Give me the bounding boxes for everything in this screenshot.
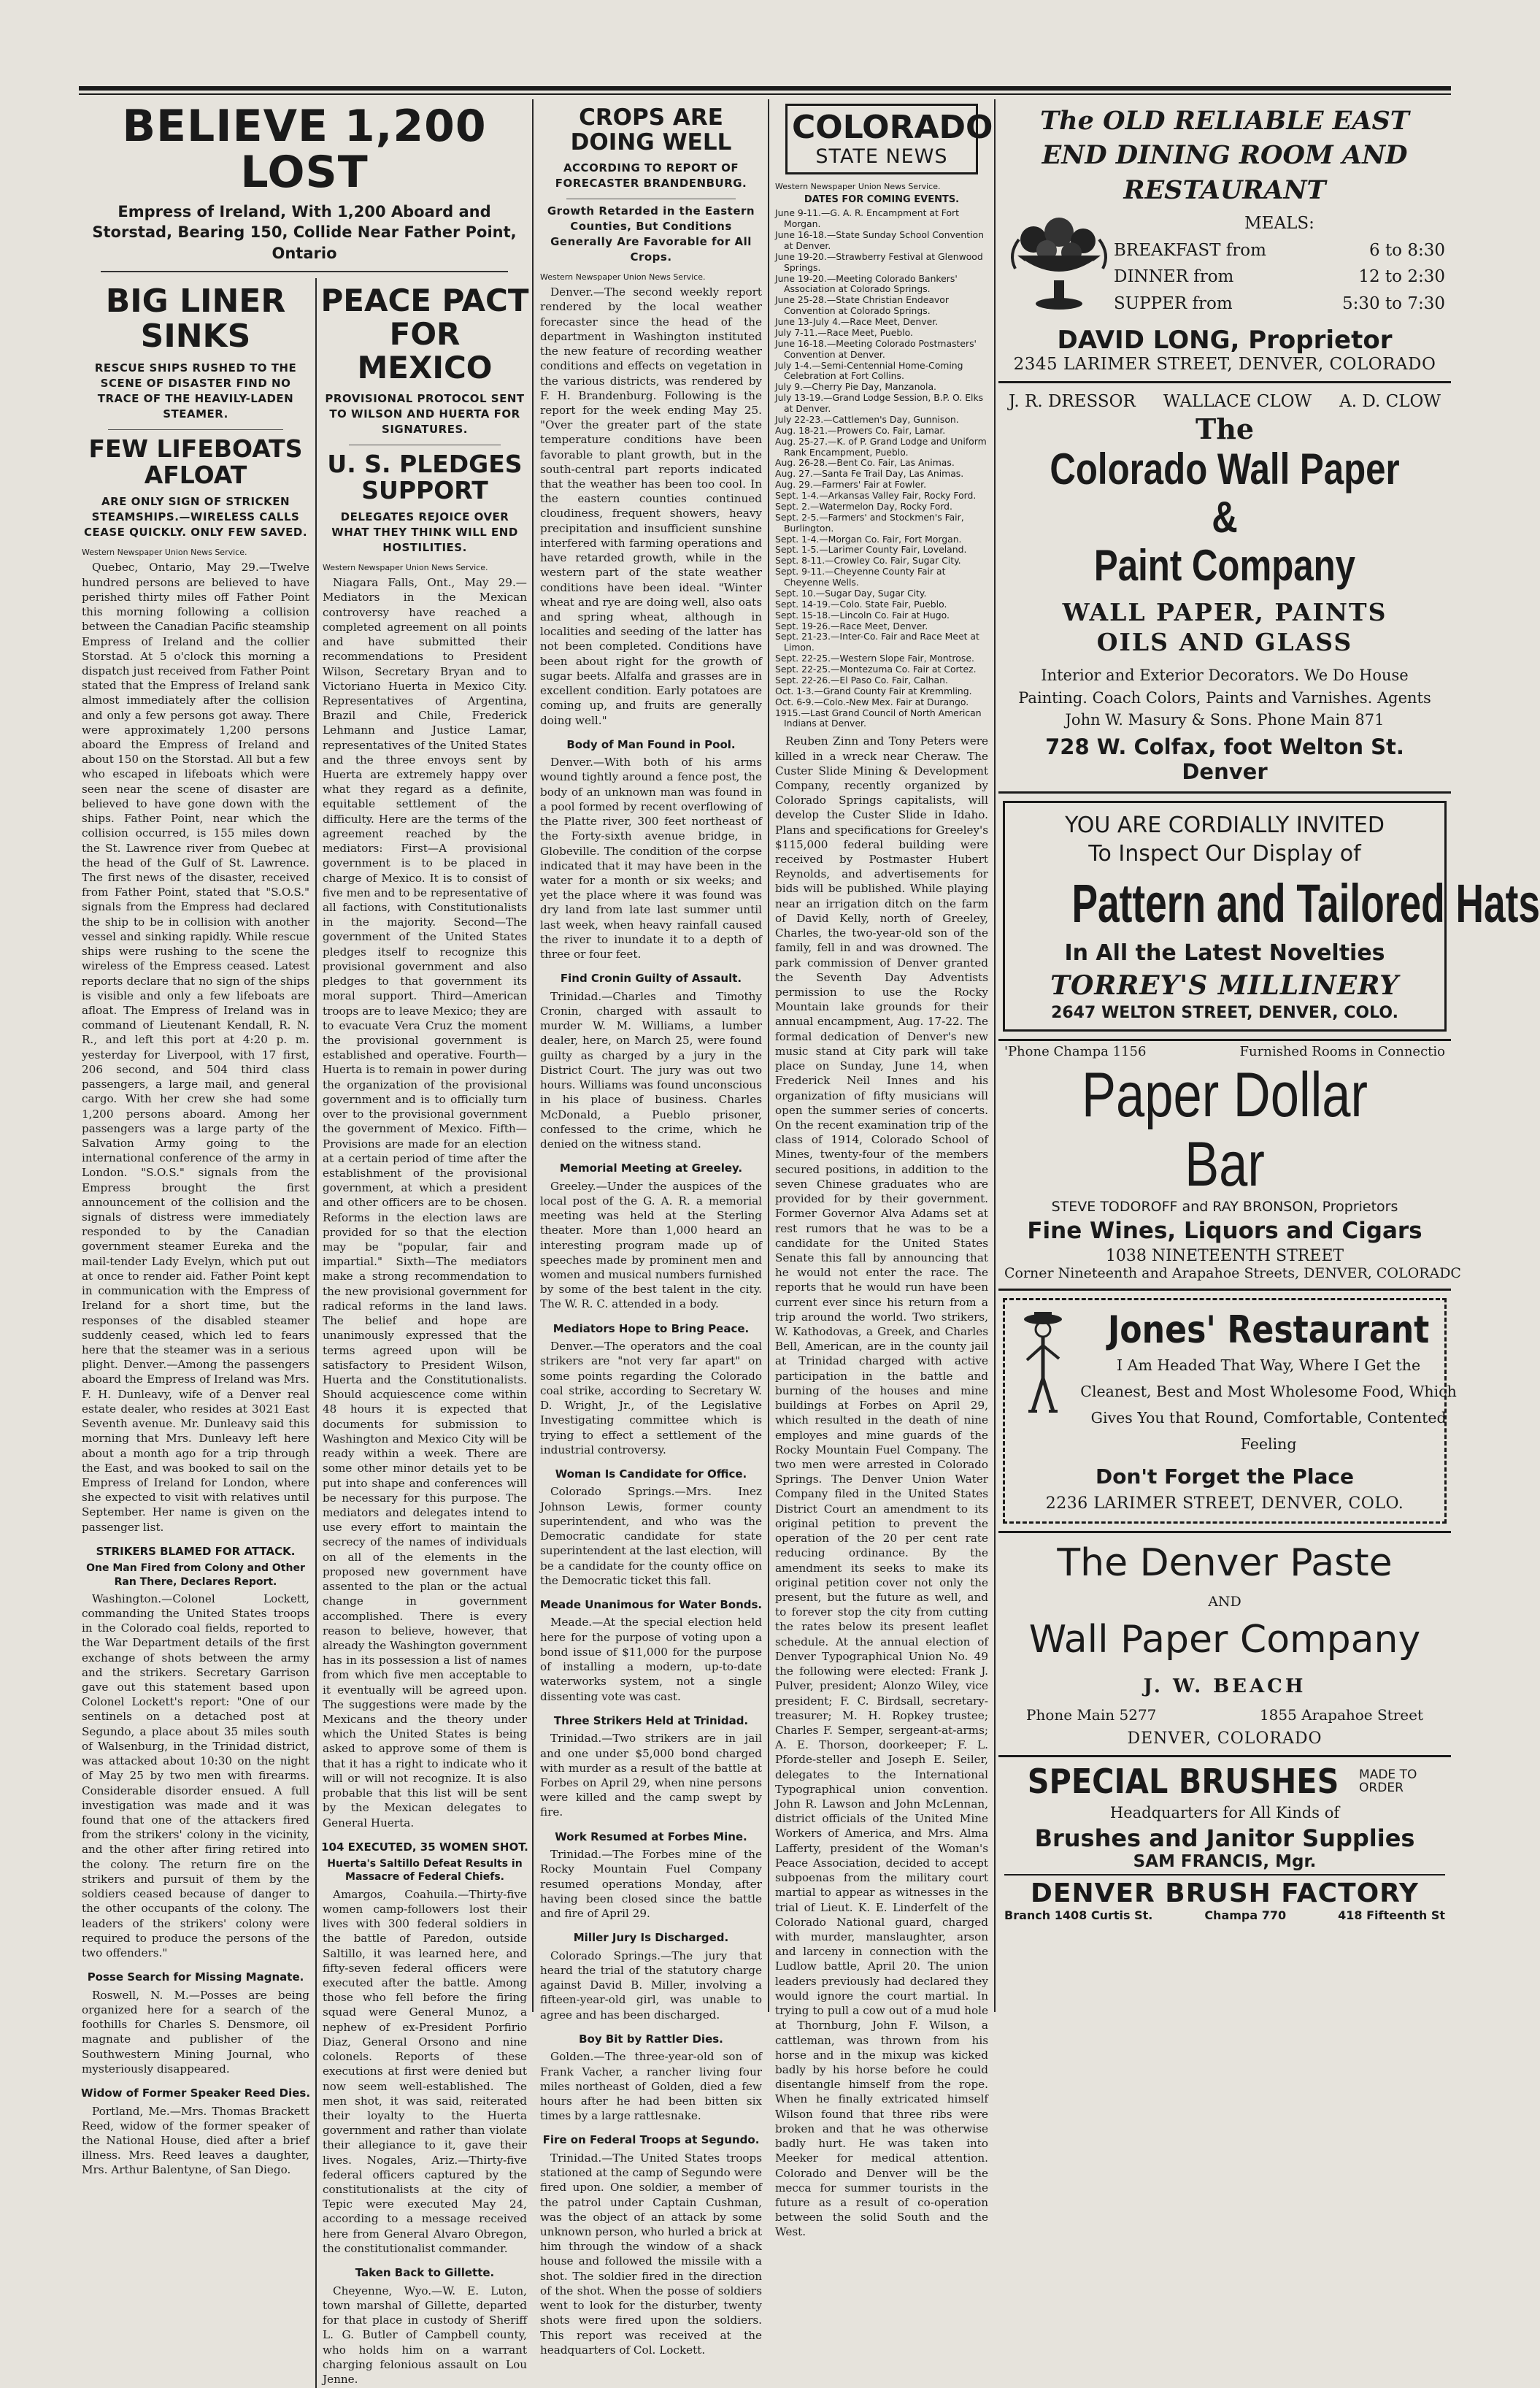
ad-wallpaper-address: 728 W. Colfax, foot Welton St. Denver xyxy=(1045,734,1404,784)
column-rule xyxy=(768,99,769,2012)
event-date-item: Sept. 9-11.—Cheyenne County Fair at Cheyenne Wells. xyxy=(775,566,946,588)
event-date-item: Sept. 1-4.—Arkansas Valley Fair, Rocky Ford. xyxy=(775,490,977,502)
article-widow xyxy=(82,2104,309,2178)
column-rule xyxy=(994,99,996,2012)
article-mediators xyxy=(540,1339,762,1457)
event-date-item: July 22-23.—Cattlemen's Day, Gunnison. xyxy=(775,413,959,425)
event-date-item: Aug. 26-28.—Bent Co. Fair, Las Animas. xyxy=(775,457,955,469)
article-cronin xyxy=(540,989,762,1151)
dates-heading: DATES FOR COMING EVENTS. xyxy=(804,194,960,206)
meals-label: MEALS: xyxy=(1244,213,1314,233)
article-executed-text: Amargos, Coahuila.—Thirty-five women camp-followers lost their lives with 300 federal soldiers in the battle of Paredon, outside Saltillo, it was learned here, and fifty-seven federal officers were executed after the battle. Among those who fell before the firing squad were General Munoz, a nephew of ex-President Porfirio Diaz, General Orsono and nine colonels. Reports of these executions at first were denied but now seem well-established. The men shot, it was said, reiterated their loyalty to the Huerta government and rather than violate their allegiance to it, gave their lives. Nogales, Ariz.—Thirty-five federal officers captured by the constitutionalists at the city of Tepic were executed May 24, according to a message received here from General Alvaro Obregon, the constitutionalist commander. xyxy=(323,1887,527,2255)
ad-dining-address: 2345 LARIMER STREET, DENVER, COLORADO xyxy=(1013,354,1436,374)
ad-jones-desc: I Am Headed That Way, Where I Get the Cleanest, Best and Most Wholesome Food, Which Gives You that Round, Comfortable, Contented Feeling xyxy=(1080,1356,1457,1453)
event-date-item: Sept. 22-25.—Western Slope Fair, Montrose. xyxy=(775,653,974,664)
article-rattler-text: Golden.—The three-year-old son of Frank Vacher, a rancher living four miles northeast of Golden, died a few hours after he had been bitten six times by a large rattlesnake. xyxy=(540,2050,762,2123)
article-segundo xyxy=(540,2151,762,2357)
article-posse-text: Roswell, N. M.—Posses are being organized here for a search of the foothills for Charles S. Densmore, oil magnate and publisher of the Southwestern Mining Journal, who mysteriously disappeared. xyxy=(82,1988,309,2076)
subdeck-growth-retarded: Growth Retarded in the Eastern Counties, But Conditions Generally Are Favorable for All Crops. xyxy=(547,204,755,264)
event-date-item: July 9.—Cherry Pie Day, Manzanola. xyxy=(775,381,936,393)
article-mediators-text: Denver.—The operators and the coal strikers are "not very far apart" on some points regarding the Colorado coal strike, according to Secretary W. D. Wright, Jr., of the Legislative Investigating committee which is trying to effect a settlement of the industrial controversy. xyxy=(540,1340,762,1456)
ad-wallpaper-sub-1: WALL PAPER, PAINTS xyxy=(1062,597,1387,626)
ad-brushes-branch: Branch 1408 Curtis St. xyxy=(1004,1908,1153,1923)
ad-brushes-mgr: SAM FRANCIS, Mgr. xyxy=(1133,1852,1317,1872)
headline-woman: Woman Is Candidate for Office. xyxy=(555,1467,747,1481)
ad-brushes-champa: Champa 770 xyxy=(1204,1908,1287,1923)
event-date-item: June 16-18.—Meeting Colorado Postmasters' Convention at Denver. xyxy=(775,337,977,360)
article-rattler xyxy=(540,2049,762,2123)
column-ads xyxy=(998,99,1540,2012)
state-news-masthead xyxy=(785,104,993,174)
article-peace-text: Niagara Falls, Ont., May 29.—Mediators in the Mexican controversy have reached a completed agreement on all points and have submitted their recommendations to President Wilson, Secretary Bryan and to Victoriano Huerta in Mexico City. Representatives of Argentina, Brazil and Chile, Frederick Lehmann and Justice Lamar, representatives of the United States and the three envoys sent by Huerta are extremely happy over what they regard as a definite, equitable settlement of the difficulty. Here are the terms of the agreement reached by the mediators: First—A provisional government is to be placed in charge of Mexico. It is to consist of five men and to be representative of all factions, with Constitutionalists in the majority. Second—The government of the United States pledges itself to recognize this provisional government and also pledges to that government its moral support. Third—American troops are to leave Mexico; they are to evacuate Vera Cruz the moment the provisional government is established and operative. Fourth—Huerta is to remain in power during the organization of the provisional government and is to officially turn over to the provisional government the government of Mexico. Fifth—Provisions are made for an election at a certain period of time after the establishment of the provisional government, at which a president and other officers are to be chosen. Reforms in the election laws are provided for so that the election may be "popular, fair and impartial." Sixth—The mediators make a strong recommendation to the new provisional government for radical reforms in the land laws. The belief and hope are unanimously expressed that the terms agreed upon will be satisfactory to President Wilson, Huerta and the Constitutionalists. Should acquiescence come within 48 hours it is expected that documents for submission to Washington and Mexico City will be ready within a week. There are some other minor details yet to be put into shape and conferences will be necessary for this purpose. The mediators and delegates intend to use every effort to maintain the secrecy of the names of individuals on all of the elements in the proposed new government have assented to the plan or the actual change in government accomplished. There is every reason to believe, however, that already the Washington government has in its possession a list of names from which five men acceptable to it eventually will be agreed upon. The suggestions were made by the Mexicans and the theory under which the United States is being asked to approve some of them is that it has a right to indicate who it will or will not recognize. It is also probable that this list will be sent by the Mexican delegates to General Huerta. xyxy=(323,576,527,1830)
headline-meade: Meade Unanimous for Water Bonds. xyxy=(539,1597,763,1611)
headline-cronin: Find Cronin Guilty of Assault. xyxy=(560,972,742,986)
ad-millinery-line-2: To Inspect Our Display of xyxy=(1088,840,1361,867)
event-date-item: July 1-4.—Semi-Centennial Home-Coming Celebration at Fort Collins. xyxy=(775,359,963,382)
deck-forecaster: ACCORDING TO REPORT OF FORECASTER BRANDENBURG. xyxy=(555,161,747,191)
article-pool-text: Denver.—With both of his arms wound tightly around a fence post, the body of an unknown man was found in a pool formed by recent overflowing of the Platte river, 300 feet northeast of the Forty-sixth avenue bridge, in Globeville. The condition of the corpse indicated that it may have been in the water for a month or six weeks; and yet the place where it was found was dry land from late last summer until last week, when heavy rainfall caused the river to inundate it to a depth of three or four feet. xyxy=(540,756,762,961)
ad-wallpaper-desc: Interior and Exterior Decorators. We Do House Painting. Coach Colors, Paints and Varnishes. Agents John W. Masury & Sons. Phone Main 871 xyxy=(1018,667,1431,729)
column-divider xyxy=(315,278,317,2388)
ad-paper-dollar-bar xyxy=(998,1039,1461,1291)
ad-dining-proprietor: DAVID LONG, Proprietor xyxy=(1057,325,1393,355)
headline-miller: Miller Jury Is Discharged. xyxy=(573,1931,729,1945)
byline: Western Newspaper Union News Service. xyxy=(540,272,706,283)
event-date-item: Aug. 18-21.—Prowers Co. Fair, Lamar. xyxy=(775,424,946,436)
article-empress-text: Quebec, Ontario, May 29.—Twelve hundred persons are believed to have perished thirty miles off Father Point this morning following a collision between the Canadian Pacific steamship Empress of Ireland and the collier Storstad. At 5 o'clock this morning a dispatch just received from Father Point stated that the Empress of Ireland sank almost immediately after the collision and only a few persons got away. There were approximately 1,200 persons aboard the Empress of Ireland and about 150 on the Storstad. All but a few who escaped in lifeboats which were seen near the scene of disaster are believed to have gone down with the ships. Father Point, near which the collision occurred, is 155 miles down the St. Lawrence river from Quebec at the head of the Gulf of St. Lawrence. The first news of the disaster, received from Father Point, stated that "S.O.S." signals from the Empress had declared the ship to be in collision with another vessel and sinking rapidly. While rescue ships were rushing to the scene the wireless of the Empress ceased. Latest reports declare that no sign of the ships is visible and only a few lifeboats are afloat. The Empress of Ireland was in command of Lieutenant Kendall, R. N. R., and left this port at 4:20 p. m. yesterday for Liverpool, with 17 first, 206 second, and 504 third class passengers, a large mail, and general cargo. With her crew she had some 1,200 persons aboard. Among her passengers was a large party of the Salvation Army going to the international conference of the army in London. "S.O.S." signals from the Empress brought the first announcement of the collision and the signals of distress were immediately responded to by the Canadian government steamer Eureka and the mail-tender Lady Evelyn, which put out at once to render aid. Father Point kept in communication with the Empress of Ireland for a short time, but the responses of the disabled steamer suddenly ceased, which led to fears here that the steamer was in a serious plight. Denver.—Among the passengers aboard the Empress of Ireland was Mrs. F. H. Dunleavy, wife of a Denver real estate dealer, who resides at 3021 East Seventh avenue. Mr. Dunleavy said this morning that Mrs. Dunleavy left here about a month ago for a trip through the East, and was booked to sail on the Empress of Ireland for London, where she expected to visit with relatives until September. Her name is given on the passenger list. xyxy=(82,561,309,1534)
headline-segundo: Fire on Federal Troops at Segundo. xyxy=(542,2133,760,2147)
event-date-item: Sept. 2.—Watermelon Day, Rocky Ford. xyxy=(775,500,952,512)
divider xyxy=(101,271,508,272)
event-date-item: Sept. 22-26.—El Paso Co. Fair, Calhan. xyxy=(775,674,948,686)
article-woman xyxy=(540,1484,762,1588)
event-date-item: June 25-28.—State Christian Endeavor Convention at Colorado Springs. xyxy=(775,294,949,317)
headline-rattler: Boy Bit by Rattler Dies. xyxy=(579,2032,723,2046)
column-rule xyxy=(532,99,534,2012)
ad-jones-address: 2236 LARIMER STREET, DENVER, COLO. xyxy=(1045,1494,1404,1513)
event-date-item: Sept. 1-4.—Morgan Co. Fair, Fort Morgan. xyxy=(775,533,962,545)
event-date-item: Sept. 8-11.—Crowley Co. Fair, Sugar City. xyxy=(775,555,961,567)
ad-jones-title: Jones' Restaurant xyxy=(1107,1308,1430,1353)
article-crops xyxy=(540,285,762,728)
ad-wallpaper-names: J. R. DRESSOR WALLACE CLOW A. D. CLOW xyxy=(1009,391,1441,411)
dates-list xyxy=(775,208,988,729)
article-gillette-text: Cheyenne, Wyo.—W. E. Luton, town marshal of Gillette, departed for that place in custody of Sheriff L. G. Butler of Campbell county, who holds him on a warrant charging felonious assault on Lou Jenne. xyxy=(323,2284,527,2386)
deck-rescue-ships: RESCUE SHIPS RUSHED TO THE SCENE OF DISASTER FIND NO TRACE OF THE HEAVILY-LADEN STEAMER. xyxy=(94,361,297,421)
event-date-item: Aug. 25-27.—K. of P. Grand Lodge and Uniform Rank Encampment, Pueblo. xyxy=(775,435,987,458)
headline-posse: Posse Search for Missing Magnate. xyxy=(87,1970,304,1984)
ad-paste-street: 1855 Arapahoe Street xyxy=(1259,1706,1423,1724)
event-date-item: June 13-July 4.—Race Meet, Denver. xyxy=(775,316,939,328)
ad-denver-brush-factory xyxy=(998,1757,1451,1930)
deck-provisional-protocol: PROVISIONAL PROTOCOL SENT TO WILSON AND HUERTA FOR SIGNATURES. xyxy=(325,391,525,436)
ad-colorado-wall-paper xyxy=(998,383,1451,794)
ad-brushes-title: SPECIAL BRUSHES xyxy=(1027,1762,1339,1802)
ad-wallpaper-title-1: Colorado Wall Paper & xyxy=(1050,444,1400,542)
ad-paste-city: DENVER, COLORADO xyxy=(1127,1729,1323,1748)
ad-millinery-name: TORREY'S MILLINERY xyxy=(1050,970,1399,1001)
ad-wallpaper-title-2: Paint Company xyxy=(1093,540,1356,590)
article-posse xyxy=(82,1988,309,2076)
headline-peace-pact: PEACE PACT FOR MEXICO xyxy=(320,283,529,386)
meal-breakfast: BREAKFAST from 6 to 8:30 xyxy=(1114,240,1445,260)
event-date-item: Sept. 15-18.—Lincoln Co. Fair at Hugo. xyxy=(775,609,950,621)
event-date-item: 1915.—Last Grand Council of North American Indians at Denver. xyxy=(775,707,982,729)
article-forbes xyxy=(540,1847,762,1921)
article-crops-text: Denver.—The second weekly report rendered by the local weather forecaster since the head of the department in Washington instituted the new feature of recording weather conditions and effects on vegetation in the various districts, was rendered by F. H. Brandenburg. Following is the report for the week ending May 25. "Over the greater part of the state temperature conditions have been favorable to plant growth, but in the south-central part reports indicated that the weather has been too cool. In the eastern counties continued cloudiness, frequent showers, heavy precipitation and insufficient sunshine interfered with farming operations and have retarded growth, while in the western part of the state weather conditions have been ideal. "Winter wheat and rye are doing well, also oats and spring wheat, although in localities and seeding of the latter has not been completed. Conditions have been about right for the growth of sugar beets. Alfalfa and grasses are in excellent condition. Early potatoes are coming up, and fruits are generally doing well." xyxy=(540,285,762,727)
state-news-title: COLORADO xyxy=(792,109,993,146)
article-meade-text: Meade.—At the special election held here for the purpose of voting upon a bond issue of $11,000 for the purpose of installing a modern, up-to-date waterworks system, not a single dissenting vote was cast. xyxy=(540,1616,762,1703)
article-miller xyxy=(540,1949,762,2022)
event-date-item: Aug. 27.—Santa Fe Trail Day, Las Animas. xyxy=(775,468,964,480)
event-date-item: Sept. 19-26.—Race Meet, Denver. xyxy=(775,620,928,631)
article-empress xyxy=(82,560,309,1534)
headline-three-strikers: Three Strikers Held at Trinidad. xyxy=(553,1713,749,1727)
headline-widow: Widow of Former Speaker Reed Dies. xyxy=(80,2086,311,2100)
headline-strikers-blamed: STRIKERS BLAMED FOR ATTACK. xyxy=(96,1544,296,1558)
article-three-strikers xyxy=(540,1731,762,1819)
event-date-item: June 16-18.—State Sunday School Convention at Denver. xyxy=(775,229,984,251)
top-rule-thin xyxy=(79,93,1451,95)
article-memorial-text: Greeley.—Under the auspices of the local post of the G. A. R. a memorial meeting was held at the Sterling theater. More than 1,000 heard an interesting program made up of speeches made by prominent men and women and musical numbers furnished by some of the best talent in the city. The W. R. C. attended in a body. xyxy=(540,1179,762,1311)
ad-dining-room xyxy=(998,99,1451,383)
ad-pd-wines: Fine Wines, Liquors and Cigars xyxy=(1027,1218,1422,1245)
ad-pd-street: 1038 NINETEENTH STREET xyxy=(1105,1247,1344,1266)
ad-millinery-line-1: YOU ARE CORDIALLY INVITED xyxy=(1065,812,1385,838)
ad-denver-paste xyxy=(998,1531,1451,1757)
article-state-news xyxy=(775,734,988,2239)
ad-pd-proprietors: STEVE TODOROFF and RAY BRONSON, Proprietors xyxy=(1051,1199,1398,1216)
headline-crops: CROPS ARE DOING WELL xyxy=(570,104,732,156)
headline-pool: Body of Man Found in Pool. xyxy=(566,737,736,751)
headline-believe-lost: BELIEVE 1,200 LOST xyxy=(122,101,487,198)
top-rule xyxy=(79,86,1451,91)
headline-mediators: Mediators Hope to Bring Peace. xyxy=(553,1321,750,1335)
ad-paste-title-2: Wall Paper Company xyxy=(1028,1617,1421,1662)
event-date-item: July 7-11.—Race Meet, Pueblo. xyxy=(775,326,913,338)
byline: Western Newspaper Union News Service. xyxy=(323,563,488,573)
article-forbes-text: Trinidad.—The Forbes mine of the Rocky Mountain Fuel Company resumed operations Monday, after having been closed since the battle and fire of April 29. xyxy=(540,1848,762,1920)
article-gillette xyxy=(323,2284,527,2387)
ad-millinery-line-3: In All the Latest Novelties xyxy=(1064,940,1385,966)
article-pool xyxy=(540,755,762,961)
article-woman-text: Colorado Springs.—Mrs. Inez Johnson Lewis, former county superintendent, and who was the Democratic candidate for state superintendent at the last election, will be a candidate for the county office on the Democratic ticket this fall. xyxy=(540,1485,762,1587)
deck-empress: Empress of Ireland, With 1,200 Aboard and Storstad, Bearing 150, Collide Near Father Point, Ontario xyxy=(92,203,517,262)
event-date-item: Oct. 1-3.—Grand County Fair at Kremmling. xyxy=(775,685,972,696)
event-date-item: Sept. 14-19.—Colo. State Fair, Pueblo. xyxy=(775,598,947,610)
event-date-item: July 13-19.—Grand Lodge Session, B.P. O. Elks at Denver. xyxy=(775,392,984,415)
column-empress xyxy=(79,99,530,2386)
event-date-item: Sept. 10.—Sugar Day, Sugar City. xyxy=(775,587,927,599)
article-segundo-text: Trinidad.—The United States troops stationed at the camp of Segundo were fired upon. One soldier, a member of the patrol under Captain Cushman, was the object of an attack by some unknown person, who hurled a brick at him through the window of a shack house and followed the missile with a shot. The soldier fired in the direction of the shot. When the posse of soldiers went to look for the disturber, twenty shots were fired upon the soldiers. This report was received at the headquarters of Col. Lockett. xyxy=(540,2151,762,2357)
ad-paste-phone: Phone Main 5277 xyxy=(1026,1706,1157,1724)
event-date-item: June 19-20.—Meeting Colorado Bankers' Association at Colorado Springs. xyxy=(775,272,958,295)
ad-brushes-hq: Headquarters for All Kinds of xyxy=(1109,1804,1340,1822)
article-peace xyxy=(323,575,527,1830)
headline-executed: 104 EXECUTED, 35 WOMEN SHOT. xyxy=(321,1840,528,1854)
article-three-strikers-text: Trinidad.—Two strikers are in jail and one under $5,000 bond charged with murder as a result of the battle at Forbes on April 29, when nine persons were killed and the camp swept by fire. xyxy=(540,1732,762,1819)
event-date-item: Oct. 6-9.—Colo.-New Mex. Fair at Durango. xyxy=(775,696,969,707)
ad-pd-phone: 'Phone Champa 1156 xyxy=(1004,1043,1147,1059)
headline-gillette: Taken Back to Gillette. xyxy=(355,2266,495,2280)
article-state-news-text: Reuben Zinn and Tony Peters were killed in a wreck near Cheraw. The Custer Slide Mining & Development Company, recently organized by Colorado Springs capitalists, will develop the Custer Slide in Idaho. Plans and specifications for Greeley's $115,000 federal building were received by Postmaster Hubert Reynolds, and advertisements for bids will be published. While playing near an irrigation ditch on the farm of David Kelly, north of Greeley, Charles, the two-year-old son of the family, fell in and was drowned. The park commission of Denver granted the Seventh Day Adventists permission to use the Rocky Mountain lake grounds for their annual encampment, Aug. 17-22. The formal dedication of Denver's new music stand at City park will take place on Sunday, June 14, when Frederick Neil Innes and his organization of fifty musicians will open the summer series of concerts. On the recent examination trip of the class of 1914, Colorado School of Mines, twenty-four of the members secured positions, in addition to the seven Chinese graduates who are provided for by their government. Former Governor Alva Adams set at rest rumors that he was to be a candidate for the United States Senate this fall by announcing that he would not enter the race. The reports that he would run have been current ever since his return from a trip around the world. Two strikers, W. Kathodovas, a Greek, and Charles Bell, American, are in the county jail at Trinidad charged with active participation in the battle and burning of the houses and mine buildings at Forbes on April 29, which resulted in the death of nine employes and mine guards of the Rocky Mountain Fuel Company. The two men were arrested in Colorado Springs. The Denver Union Water Company filed in the United States District Court an amendment to its original petition to prevent the operation of the 20 per cent rate reducing ordinance. By the amendment its seeks to make its original petition cover not only the present, but the future as well, and to forever stop the city from cutting the rates below its present leaflet schedule. At the annual election of Denver Typographical Union No. 49 the following were elected: Frank J. Pulver, president; Alonzo Wiley, vice president; F. C. Birdsall, secretary-treasurer; M. H. Ropkey trustee; Charles F. Semper, sergeant-at-arms; A. E. Thorson, doorkeeper; F. L. Pforde-steller and Joseph E. Seiler, delegates to the International Typographical union convention. John R. Lawson and John McLennan, district officials of the United Mine Workers of America, and Mrs. Alma Lafferty, president of the Woman's Peace Association, decided to accept subpoenas from the military court martial to appear as witnesses in the trial of Lieut. K. E. Linderfelt of the Colorado National guard, charged with murder, manslaughter, arson and larceny in connection with the Ludlow battle, April 20. The union leaders previously had declared they would ignore the court martial. In trying to pull a cow out of a mud hole at Thornburg, John F. Wilson, a cattleman, was thrown from his horse and in the mixup was kicked badly by his horse before he could disentangle himself from the rope. When he finally extricated himself Wilson found that three ribs were broken and that he was otherwise badly hurt. He was taken into Meeker for medical attention. Colorado and Denver will be the mecca for summer tourists in the future as a result of co-operation between the solid South and the West. xyxy=(775,734,988,2239)
ad-dining-title: The OLD RELIABLE EAST END DINING ROOM AND RESTAURANT xyxy=(1040,106,1409,205)
ad-torreys-millinery xyxy=(1003,801,1540,1032)
ad-pd-title: Paper Dollar Bar xyxy=(1082,1059,1368,1199)
article-strikers-text: Washington.—Colonel Lockett, commanding the United States troops in the Colorado coal fields, reported to the War Department details of the first exchange of shots between the army and the strikers. Secretary Garrison gave out this statement based upon Colonel Lockett's report: "One of our sentinels on a detached post at Segundo, a place about 35 miles south of Walsenburg, in the Trinidad district, was attacked about 10:30 on the night of May 25 by two men with firearms. Considerable disorder ensued. A full investigation was made and it was found that one of the attackers fired from the strikers' colony in the vicinity, and the other after firing retired into the colony. The return fire on the strikers and pursuit of them by the soldiers ceased because of danger to the other occupants of the colony. The leaders of the strikers' colony were required to produce the persons of the two offenders." xyxy=(82,1592,309,1959)
article-cronin-text: Trinidad.—Charles and Timothy Cronin, charged with assault to murder W. M. Williams, a lumber dealer, here, on March 25, were found guilty as charged by a jury in the District Court. The jury was out two hours. Williams was found unconscious in his place of business. Charles McDonald, a Pueblo prisoner, confessed to the crime, which he denied on the witness stand. xyxy=(540,989,762,1151)
article-memorial xyxy=(540,1179,762,1312)
divider xyxy=(108,429,283,430)
ad-millinery-address: 2647 WELTON STREET, DENVER, COLO. xyxy=(1051,1003,1398,1022)
ad-wallpaper-sub-2: OILS AND GLASS xyxy=(1096,628,1353,656)
ad-brushes-kinds: Brushes and Janitor Supplies xyxy=(1034,1824,1415,1853)
fruit-basket-icon xyxy=(1004,210,1114,323)
ad-jones-restaurant xyxy=(1003,1298,1457,1524)
byline: Western Newspaper Union News Service. xyxy=(82,548,247,558)
ad-brushes-made: MADE TO ORDER xyxy=(1359,1767,1417,1796)
state-news-subtitle: STATE NEWS xyxy=(815,145,948,169)
ad-pd-corner: Corner Nineteenth and Arapahoe Streets, DENVER, COLORADC xyxy=(1004,1265,1461,1282)
ad-brushes-fifteenth: 418 Fifteenth St xyxy=(1338,1908,1445,1923)
ad-millinery-title: Pattern and Tailored Hats xyxy=(1071,872,1540,934)
subhead-strikers: One Man Fired from Colony and Other Ran There, Declares Report. xyxy=(86,1562,305,1588)
headline-forbes: Work Resumed at Forbes Mine. xyxy=(555,1830,747,1843)
column-state-news xyxy=(772,99,993,2239)
headline-us-pledges: U. S. PLEDGES SUPPORT xyxy=(327,449,523,504)
headline-memorial: Memorial Meeting at Greeley. xyxy=(559,1162,743,1175)
article-widow-text: Portland, Me.—Mrs. Thomas Brackett Reed, widow of the former speaker of the National House, died after a brief illness. Mrs. Reed leaves a daughter, Mrs. Arthur Balentyne, of San Diego. xyxy=(82,2104,309,2177)
deck-only-sign: ARE ONLY SIGN OF STRICKEN STEAMSHIPS.—WIRELESS CALLS CEASE QUICKLY. ONLY FEW SAVED. xyxy=(83,495,308,540)
ad-paste-owner: J. W. BEACH xyxy=(1143,1675,1306,1698)
ad-brushes-factory: DENVER BRUSH FACTORY xyxy=(1004,1874,1445,1908)
event-date-item: June 9-11.—G. A. R. Encampment at Fort Morgan. xyxy=(775,207,960,230)
deck-delegates-rejoice: DELEGATES REJOICE OVER WHAT THEY THINK WILL END HOSTILITIES. xyxy=(331,510,518,555)
event-date-item: June 19-20.—Strawberry Festival at Glenwood Springs. xyxy=(775,250,983,273)
byline: Western Newspaper Union News Service. xyxy=(775,182,941,192)
article-miller-text: Colorado Springs.—The jury that heard the trial of the statutory charge against David B. Miller, involving a fifteen-year-old girl, was unable to agree and has been discharged. xyxy=(540,1949,762,2022)
subhead-executed: Huerta's Saltillo Defeat Results in Massacre of Federal Chiefs. xyxy=(327,1858,523,1884)
event-date-item: Aug. 29.—Farmers' Fair at Fowler. xyxy=(775,479,927,491)
article-strikers xyxy=(82,1592,309,1960)
headline-few-lifeboats: FEW LIFEBOATS AFLOAT xyxy=(88,434,303,490)
article-meade xyxy=(540,1615,762,1703)
meal-dinner: DINNER from 12 to 2:30 xyxy=(1114,267,1445,287)
ad-paste-title-1: The Denver Paste xyxy=(1057,1541,1393,1586)
waiter-figure-icon xyxy=(1014,1309,1079,1457)
meal-supper: SUPPER from 5:30 to 7:30 xyxy=(1114,294,1445,314)
ad-paste-and: AND xyxy=(1208,1593,1241,1610)
column-crops xyxy=(537,99,765,2357)
event-date-item: Sept. 21-23.—Inter-Co. Fair and Race Meet at Limon. xyxy=(775,631,979,653)
event-date-item: Sept. 22-25.—Montezuma Co. Fair at Cortez. xyxy=(775,664,977,675)
ad-pd-rooms: Furnished Rooms in Connectio xyxy=(1239,1043,1445,1059)
ad-jones-forget: Don't Forget the Place xyxy=(1096,1464,1354,1489)
headline-big-liner: BIG LINER SINKS xyxy=(105,283,286,356)
event-date-item: Sept. 1-5.—Larimer County Fair, Loveland. xyxy=(775,544,967,556)
article-executed xyxy=(323,1887,527,2256)
event-date-item: Sept. 2-5.—Farmers' and Stockmen's Fair, Burlington. xyxy=(775,511,964,534)
ad-wallpaper-the: The xyxy=(1195,412,1255,445)
